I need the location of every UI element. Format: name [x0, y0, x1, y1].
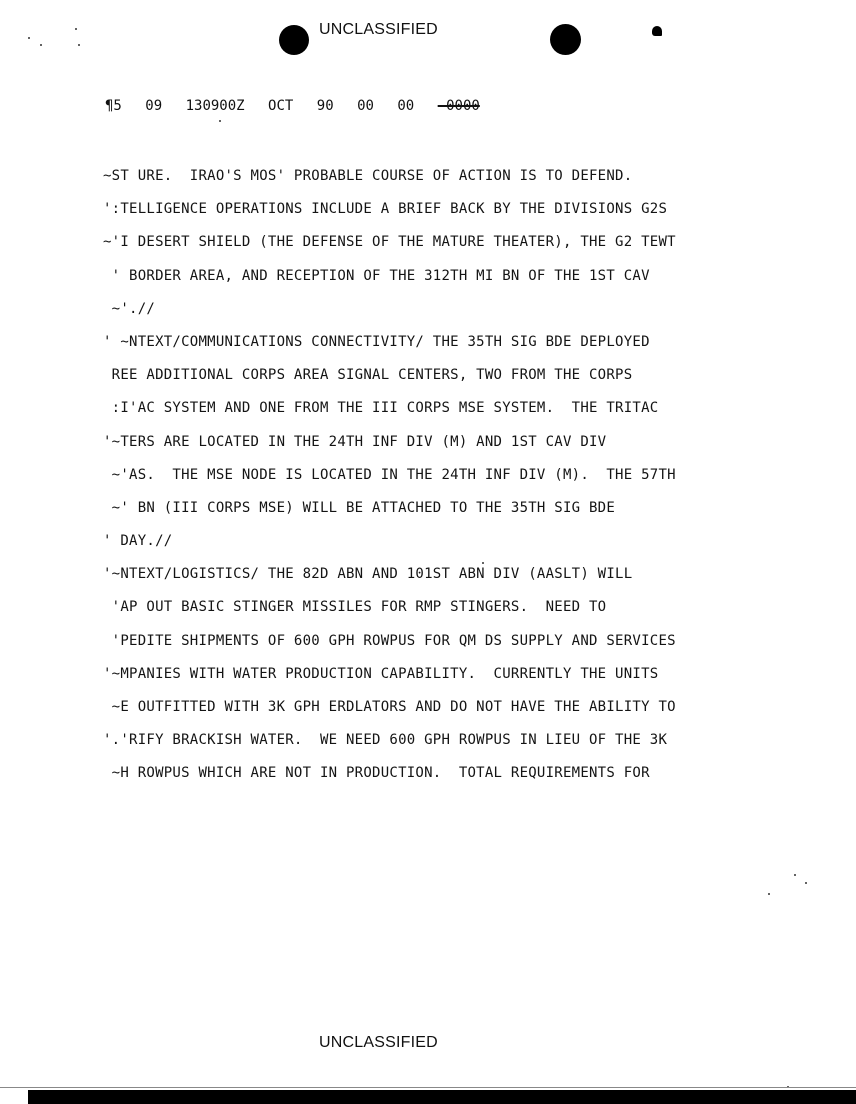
punch-hole-mark-left	[279, 25, 309, 55]
classification-marking-top: UNCLASSIFIED	[319, 21, 438, 38]
scan-speck	[75, 28, 77, 30]
body-line: '.'RIFY BRACKISH WATER. WE NEED 600 GPH ROWPUS IN LIEU OF THE 3K	[103, 732, 668, 749]
body-line: ':TELLIGENCE OPERATIONS INCLUDE A BRIEF BACK BY THE DIVISIONS G2S	[103, 201, 668, 218]
header-field: ¶5	[105, 98, 122, 114]
body-line: ~H ROWPUS WHICH ARE NOT IN PRODUCTION. TOTAL REQUIREMENTS FOR	[103, 765, 650, 782]
body-line: ' BORDER AREA, AND RECEPTION OF THE 312TH MI BN OF THE 1ST CAV	[103, 267, 650, 284]
body-line: ~ST URE. IRAO'S MOS' PROBABLE COURSE OF ACTION IS TO DEFEND.	[103, 168, 633, 184]
scan-speck	[78, 44, 80, 46]
body-line: ~'AS. THE MSE NODE IS LOCATED IN THE 24TH INF DIV (M). THE 57TH	[103, 466, 676, 483]
redaction-mark	[652, 26, 662, 36]
body-line: 'AP OUT BASIC STINGER MISSILES FOR RMP STINGERS. NEED TO	[103, 599, 607, 616]
header-field: 90	[316, 98, 334, 114]
body-line: ~'.//	[103, 300, 156, 317]
scan-speck	[794, 874, 796, 876]
page-bottom-edge	[0, 1087, 856, 1088]
scan-speck	[40, 44, 42, 46]
header-struck-field: -0000	[437, 98, 480, 114]
body-line: '~NTEXT/LOGISTICS/ THE 82D ABN AND 101ST ABN DIV (AASLT) WILL	[103, 566, 633, 583]
header-field: 130900Z	[185, 98, 245, 114]
scan-speck	[219, 120, 221, 122]
body-line: ~E OUTFITTED WITH 3K GPH ERDLATORS AND DO NOT HAVE THE ABILITY TO	[103, 699, 676, 715]
body-line: '~MPANIES WITH WATER PRODUCTION CAPABILITY. CURRENTLY THE UNITS	[103, 665, 659, 682]
body-line: :I'AC SYSTEM AND ONE FROM THE III CORPS MSE SYSTEM. THE TRITAC	[103, 400, 659, 417]
message-header-line	[105, 98, 480, 114]
body-line: '~TERS ARE LOCATED IN THE 24TH INF DIV (M) AND 1ST CAV DIV	[103, 433, 607, 450]
header-field: 00	[397, 98, 415, 114]
body-line: ' ~NTEXT/COMMUNICATIONS CONNECTIVITY/ THE 35TH SIG BDE DEPLOYED	[103, 333, 650, 350]
header-field: 09	[145, 98, 163, 114]
classification-marking-bottom: UNCLASSIFIED	[319, 1034, 438, 1051]
message-body	[103, 168, 676, 799]
header-field: 00	[357, 98, 374, 114]
body-line: ~'I DESERT SHIELD (THE DEFENSE OF THE MATURE THEATER), THE G2 TEWT	[103, 234, 676, 251]
body-line: 'PEDITE SHIPMENTS OF 600 GPH ROWPUS FOR QM DS SUPPLY AND SERVICES	[103, 632, 676, 649]
punch-hole-mark-right	[550, 24, 581, 55]
body-line: ~' BN (III CORPS MSE) WILL BE ATTACHED TO THE 35TH SIG BDE	[103, 499, 616, 516]
scan-border-bar	[28, 1090, 856, 1104]
header-field: OCT	[268, 98, 294, 114]
scan-speck	[28, 37, 30, 39]
scan-speck	[768, 893, 770, 895]
body-line: ' DAY.//	[103, 533, 173, 550]
body-line: REE ADDITIONAL CORPS AREA SIGNAL CENTERS, TWO FROM THE CORPS	[103, 367, 633, 384]
scan-speck	[805, 882, 807, 884]
